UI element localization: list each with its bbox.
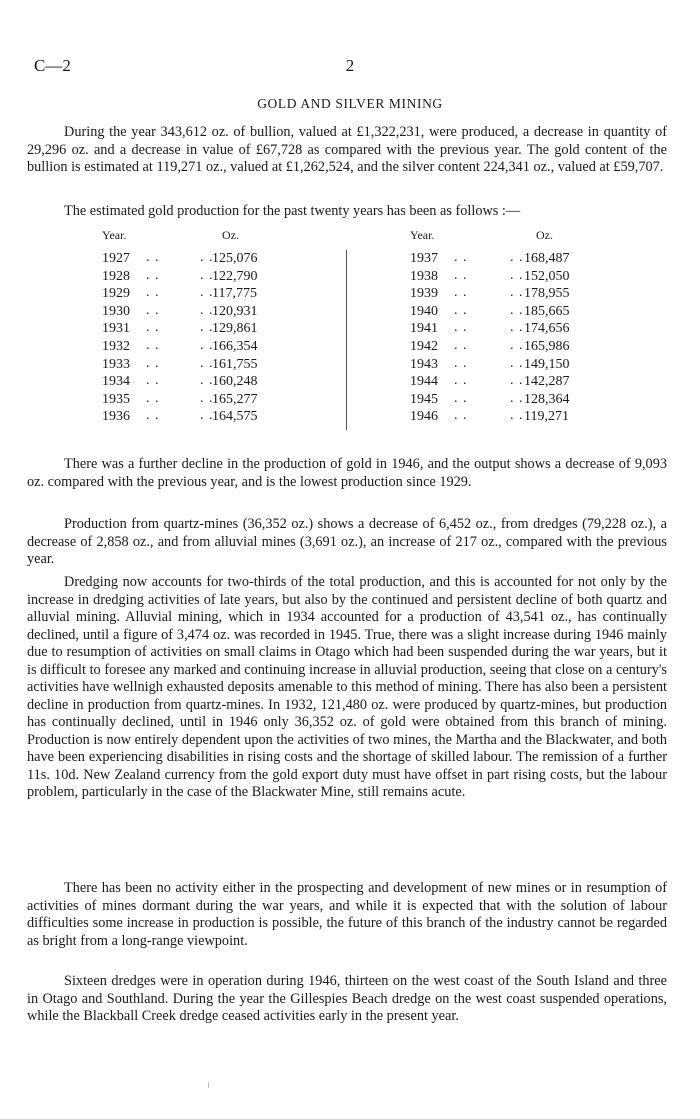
year-cell: 1939 (410, 286, 438, 302)
table-divider (346, 250, 347, 430)
ounces-cell: 174,656 (524, 321, 570, 337)
year-cell: 1941 (410, 321, 438, 337)
year-cell: 1944 (410, 374, 438, 390)
paragraph-dredges: Sixteen dredges were in operation during 1946, thirteen on the west coast of the South Island and three in Otago and Southland. During the year the Gillespies Beach dredge on the west coast suspended operations, while the Blackball Creek dredge ceased activities early in the present year. (27, 973, 667, 1024)
leader-dots: . . (146, 373, 160, 389)
paragraph-dredging: Dredging now accounts for two-thirds of the total production, and this is accounted for not only by the increase in dredging activities of late years, but also by the continued and persistent decline of both quartz and alluvial mining. Alluvial mining, which in 1934 accounted for a production of 43,541 oz., has continually declined, until a figure of 3,474 oz. was recorded in 1945. True, there was a slight increase during 1946 mainly due to resumption of activities on small claims in Otago which had been suspended during the war years, but it is difficult to foresee any marked and continuing increase in alluvial production, seeing that close on a century's activities have wellnigh exhausted deposits amenable to this method of mining. There has also been a persistent decline in production from quartz-mines. In 1932, 121,480 oz. were produced by quartz-mines, but production has continually declined, until in 1946 only 36,352 oz. of gold were obtained from this branch of mining. Production is now entirely dependent upon the activities of two mines, the Martha and the Blackwater, and both have been experiencing disabilities in rising costs and the shortage of skilled labour. The remission of a further 11s. 10d. New Zealand currency from the gold export duty must have offset in part rising costs, but the labour problem, particularly in the case of the Blackwater Mine, still remains acute. (27, 574, 667, 800)
leader-dots: . . (200, 338, 214, 353)
year-cell: 1932 (102, 339, 130, 354)
leader-dots: . . (200, 408, 214, 424)
production-table (100, 228, 620, 428)
leader-dots: . . (200, 302, 214, 318)
footer-mark (208, 1082, 209, 1088)
ounces-cell: 125,076 (212, 251, 258, 266)
ounces-cell: 165,277 (212, 391, 258, 407)
leader-dots: . . (454, 408, 468, 424)
year-cell: 1934 (102, 374, 130, 390)
year-cell: 1943 (410, 356, 438, 372)
paragraph-prospecting: There has been no activity either in the prospecting and development of new mines or in resumption of activities of mines dormant during the war years, and while it is expected that with the solution of labour difficulties some increase in production is possible, the future of this branch of the industry cannot be regarded as bright from a long-range viewpoint. (27, 880, 667, 949)
leader-dots: . . (200, 390, 214, 406)
leader-dots: . . (146, 320, 160, 336)
ounces-cell: 117,775 (212, 286, 257, 302)
ounces-cell: 119,271 (524, 409, 569, 425)
leader-dots: . . (454, 338, 468, 353)
leader-dots: . . (510, 285, 524, 301)
leader-dots: . . (146, 355, 160, 371)
ounces-cell: 149,150 (524, 356, 570, 372)
document-code: C—2 (34, 56, 71, 75)
ounces-cell: 168,487 (524, 251, 570, 266)
leader-dots: . . (510, 355, 524, 371)
year-cell: 1930 (102, 303, 130, 319)
ounces-cell: 166,354 (212, 339, 258, 354)
leader-dots: . . (200, 250, 214, 265)
year-cell: 1940 (410, 303, 438, 319)
year-cell: 1929 (102, 286, 130, 302)
ounces-cell: 165,986 (524, 339, 570, 354)
leader-dots: . . (454, 302, 468, 318)
leader-dots: . . (454, 355, 468, 371)
leader-dots: . . (200, 373, 214, 389)
leader-dots: . . (200, 320, 214, 336)
leader-dots: . . (146, 285, 160, 301)
leader-dots: . . (454, 390, 468, 406)
year-cell: 1931 (102, 321, 130, 337)
year-cell: 1928 (102, 268, 130, 284)
leader-dots: . . (454, 373, 468, 389)
leader-dots: . . (454, 285, 468, 301)
year-cell: 1938 (410, 268, 438, 284)
leader-dots: . . (510, 390, 524, 406)
paragraph-table-intro: The estimated gold production for the past twenty years has been as follows :— (64, 203, 521, 219)
leader-dots: . . (146, 267, 160, 283)
page-number: 2 (345, 56, 355, 75)
paragraph-decline: There was a further decline in the production of gold in 1946, and the output shows a decrease of 9,093 oz. compared with the previous year, and is the lowest production since 1929. (27, 456, 667, 490)
leader-dots: . . (146, 250, 160, 265)
leader-dots: . . (510, 250, 524, 265)
year-cell: 1946 (410, 409, 438, 425)
left-oz-header: Oz. (222, 228, 239, 242)
leader-dots: . . (200, 285, 214, 301)
leader-dots: . . (200, 267, 214, 283)
leader-dots: . . (146, 408, 160, 424)
ounces-cell: 185,665 (524, 303, 570, 319)
right-year-header: Year. (410, 228, 435, 242)
ounces-cell: 128,364 (524, 391, 570, 407)
year-cell: 1935 (102, 391, 130, 407)
year-cell: 1927 (102, 251, 130, 266)
section-title: GOLD AND SILVER MINING (257, 96, 443, 111)
leader-dots: . . (454, 267, 468, 283)
leader-dots: . . (510, 373, 524, 389)
year-cell: 1945 (410, 391, 438, 407)
ounces-cell: 161,755 (212, 356, 258, 372)
left-year-header: Year. (102, 228, 127, 242)
ounces-cell: 142,287 (524, 374, 570, 390)
leader-dots: . . (510, 267, 524, 283)
leader-dots: . . (146, 390, 160, 406)
leader-dots: . . (146, 338, 160, 353)
leader-dots: . . (510, 338, 524, 353)
right-oz-header: Oz. (536, 228, 553, 242)
year-cell: 1942 (410, 339, 438, 354)
leader-dots: . . (510, 302, 524, 318)
leader-dots: . . (510, 408, 524, 424)
year-cell: 1937 (410, 251, 438, 266)
year-cell: 1936 (102, 409, 130, 425)
year-cell: 1933 (102, 356, 130, 372)
ounces-cell: 160,248 (212, 374, 258, 390)
ounces-cell: 129,861 (212, 321, 258, 337)
ounces-cell: 164,575 (212, 409, 258, 425)
paragraph-production-sources: Production from quartz-mines (36,352 oz.) shows a decrease of 6,452 oz., from dredges (79,228 oz.), a decrease of 2,858 oz., and from alluvial mines (3,691 oz.), an increase of 217 oz., compared with the previous year. (27, 516, 667, 567)
ounces-cell: 122,790 (212, 268, 258, 284)
ounces-cell: 120,931 (212, 303, 258, 319)
paragraph-bullion: During the year 343,612 oz. of bullion, valued at £1,322,231, were produced, a decrease in quantity of 29,296 oz. and a decrease in value of £67,728 as compared with the previous year. The gold content of the bullion is estimated at 119,271 oz., valued at £1,262,524, and the silver content 224,341 oz., valued at £59,707. (27, 124, 667, 175)
ounces-cell: 178,955 (524, 286, 570, 302)
leader-dots: . . (454, 320, 468, 336)
leader-dots: . . (454, 250, 468, 265)
leader-dots: . . (510, 320, 524, 336)
ounces-cell: 152,050 (524, 268, 570, 284)
leader-dots: . . (200, 355, 214, 371)
leader-dots: . . (146, 302, 160, 318)
